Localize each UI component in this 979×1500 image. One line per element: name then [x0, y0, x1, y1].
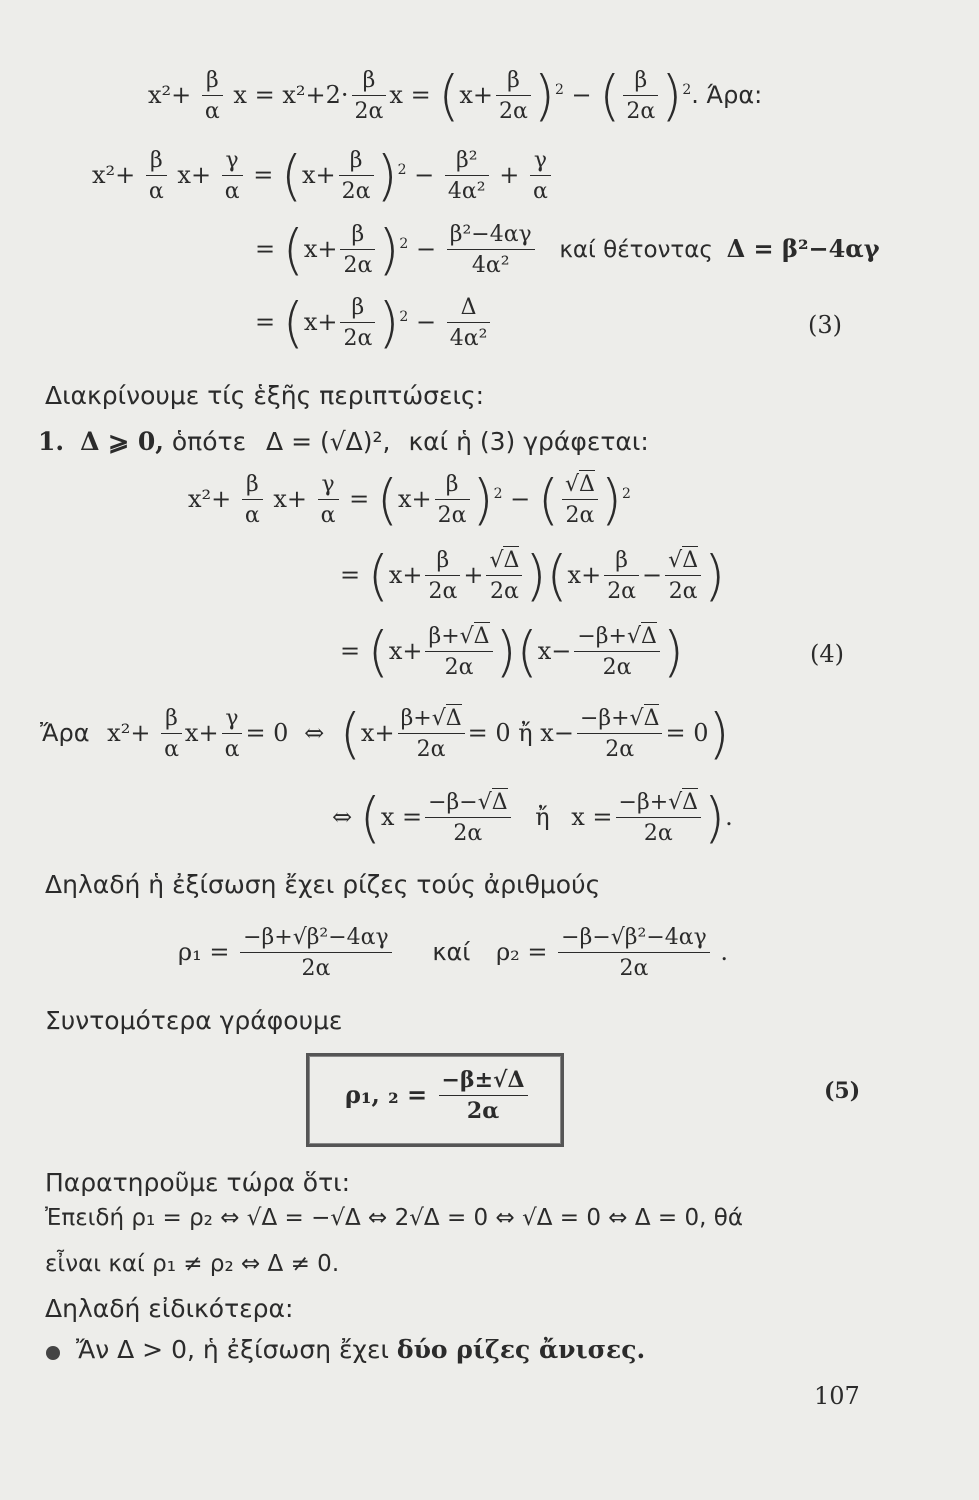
text-shorter: Συντομότερα γράφουμε — [45, 1006, 343, 1035]
equation-roots-iff: ⇔ (x = $\frac{-\beta-√\Delta}{2\alpha}$ ἤ x = $\frac{-\beta+√\Delta}{2\alpha}$ ). — [332, 786, 733, 850]
equation-zero-product: Ἄρα x²+ $\frac{\beta}{\alpha}$ x+ $\frac{\gamma}{\alpha}$ = 0 ⇔ (x+ $\frac{\beta+√\Delta}{2\alpha}$ = 0 ἤ x− $\frac{-\beta+√\Delta}{2\alpha}$ = 0) — [40, 702, 730, 766]
case-1-line: 1. Δ ⩾ 0, ὁπότε Δ = (√Δ)², καί ἡ (3) γράφεται: — [38, 427, 649, 456]
equation-3: = (x+ $\frac{\beta}{2\alpha}$ )$^2$ − $\frac{\Delta}{\text{4α²}}$ — [255, 295, 493, 352]
text-also: εἶναι καί ρ₁ ≠ ρ₂ ⇔ Δ ≠ 0. — [45, 1251, 340, 1277]
equation-expanded: x²+ $\frac{\beta}{\alpha}$ x+ $\frac{\gamma}{\alpha}$ = (x+ $\frac{\beta}{2\alpha}$ )$^2$ − $\frac{\text{β²}}{\text{4α²}}$ + $\frac{\gamma}{\alpha}$ — [92, 148, 554, 205]
page-number: 107 — [814, 1382, 860, 1410]
text-since: Ἐπειδή ρ₁ = ρ₂ ⇔ √Δ = −√Δ ⇔ 2√Δ = 0 ⇔ √Δ = 0 ⇔ Δ = 0, θά — [45, 1205, 744, 1231]
equation-completing-square: x²+ $\frac{\beta}{\alpha}$ x = x²+2· $\frac{\beta}{2\alpha}$ x = (x+ $\frac{\beta}{2\alpha}$ )$^2$ − ( $\frac{\beta}{2\alpha}$ )$^2$. Άρα: — [148, 64, 763, 128]
bullet-icon — [46, 1346, 60, 1360]
equation-label-3: (3) — [808, 311, 842, 339]
text-cases: Διακρίνουμε τίς ἑξῆς περιπτώσεις: — [45, 381, 485, 410]
equation-label-5: (5) — [824, 1078, 861, 1104]
boxed-formula-content: ρ₁, ₂ = $\frac{-\beta\pm√\Delta}{2\alpha}$ — [345, 1068, 531, 1125]
equation-discriminant-form: = (x+ $\frac{\beta}{2\alpha}$ )$^2$ − $\frac{\text{β²−4αγ}}{\text{4α²}}$ καί θέτοντας Δ = β²−4αγ — [255, 218, 880, 282]
equation-label-4: (4) — [810, 640, 844, 668]
equation-4: = (x+ $\frac{\beta+√\Delta}{2\alpha}$ )(x− $\frac{-\beta+√\Delta}{2\alpha}$ ) — [340, 620, 684, 684]
text-roots: Δηλαδή ἡ ἐξίσωση ἔχει ρίζες τούς ἀριθμούς — [45, 870, 601, 899]
bullet-line: Ἄν Δ > 0, ἡ ἐξίσωση ἔχει δύο ρίζες ἄνισες. — [76, 1335, 646, 1364]
text-observe: Παρατηροῦμε τώρα ὅτι: — [45, 1168, 351, 1197]
equation-roots-explicit: ρ₁ = $\frac{\text{−β+√β²−4αγ}}{2\alpha}$ καί ρ₂ = $\frac{\text{−β−√β²−4αγ}}{2\alpha}$ . — [178, 925, 729, 982]
equation-factor-1: x²+ $\frac{\beta}{\alpha}$ x+ $\frac{\gamma}{\alpha}$ = (x+ $\frac{\beta}{2\alpha}$ )$^2$ − ( $\frac{√\Delta}{2\alpha}$ )$^2$ — [188, 468, 631, 532]
equation-factor-2: = (x+ $\frac{\beta}{2\alpha}$ + $\frac{√\Delta}{2\alpha}$ )(x+ $\frac{\beta}{2\alpha}$ − $\frac{√\Delta}{2\alpha}$ ) — [340, 544, 726, 608]
text-specifically: Δηλαδή εἰδικότερα: — [45, 1294, 294, 1323]
